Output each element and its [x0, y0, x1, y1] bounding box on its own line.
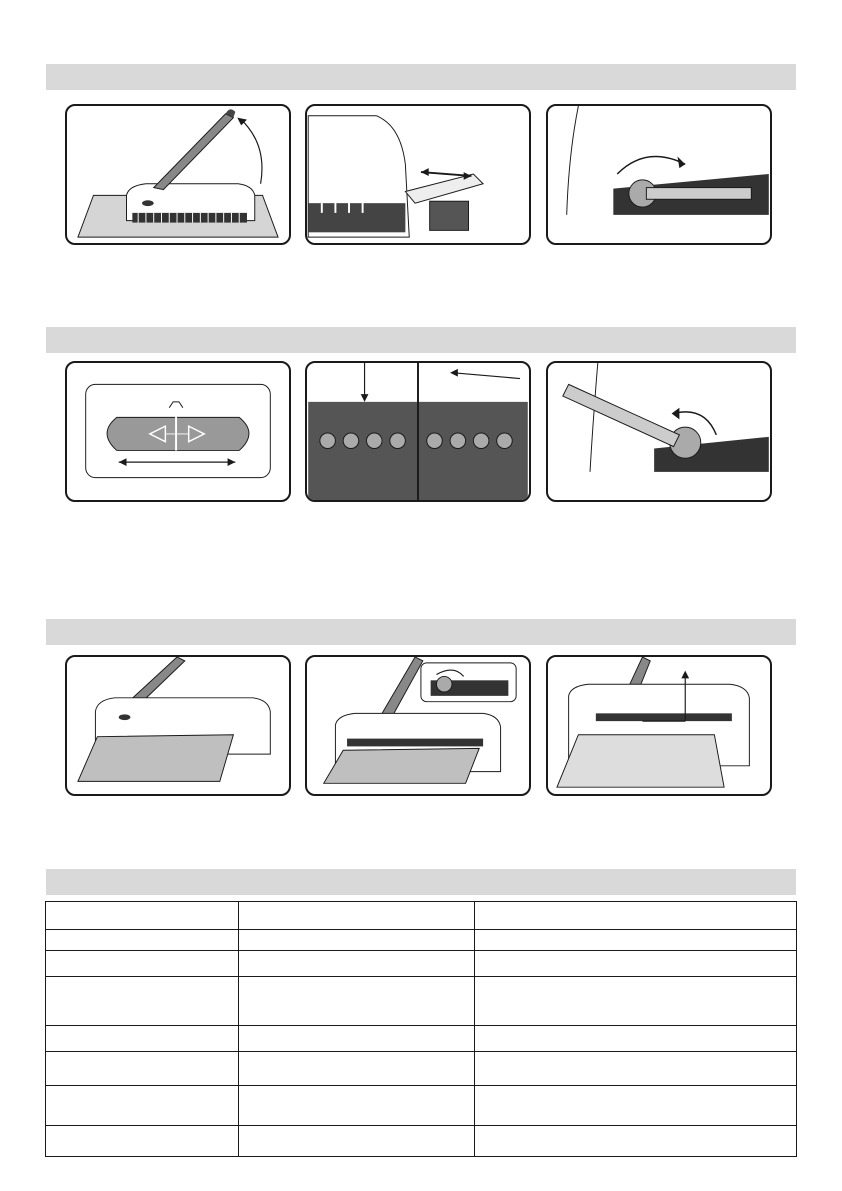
illustration-paper-punch — [305, 655, 531, 796]
paper-punch-drawing — [307, 657, 529, 794]
table-row — [46, 1086, 797, 1126]
table-cell — [46, 1126, 239, 1157]
illustration-adjustment-knob — [65, 361, 291, 502]
table-cell — [46, 930, 239, 951]
sheet-lift-out-drawing — [548, 657, 770, 794]
table-cell — [239, 1086, 475, 1126]
section-header-3 — [46, 619, 796, 645]
table-cell — [475, 902, 797, 930]
illustration-sheet-lifted — [546, 655, 772, 796]
table-cell — [46, 1052, 239, 1086]
table-row — [46, 902, 797, 930]
table-row — [46, 1126, 797, 1157]
table-cell — [239, 1126, 475, 1157]
table-row — [46, 951, 797, 977]
table-cell — [475, 930, 797, 951]
illustration-lift-handle — [65, 104, 291, 245]
table-cell — [46, 1026, 239, 1052]
table-row — [46, 1026, 797, 1052]
table-cell — [46, 1086, 239, 1126]
table-cell — [239, 977, 475, 1026]
table-cell — [239, 902, 475, 930]
width-knob-drawing — [67, 363, 289, 500]
section-header-2 — [46, 327, 796, 353]
table-cell — [239, 951, 475, 977]
binding-machine-handle-up-drawing — [67, 106, 289, 243]
table-cell — [475, 1026, 797, 1052]
table-cell — [475, 1086, 797, 1126]
handle-rotate-clockwise-drawing — [548, 106, 770, 243]
illustration-rotate-handle — [546, 104, 772, 245]
table-cell — [475, 1052, 797, 1086]
section-header-1 — [46, 64, 796, 90]
table-row — [46, 930, 797, 951]
handle-rotate-back-drawing — [548, 363, 770, 500]
table-cell — [475, 951, 797, 977]
side-guide-slide-drawing — [307, 106, 529, 243]
table-cell — [239, 1026, 475, 1052]
illustration-rotate-back — [546, 361, 772, 502]
section-header-4 — [46, 869, 796, 895]
table-cell — [239, 930, 475, 951]
paper-insert-drawing — [67, 657, 289, 794]
illustration-spine-teeth — [305, 361, 531, 502]
specifications-table — [45, 901, 797, 1157]
table-cell — [46, 951, 239, 977]
table-row — [46, 1052, 797, 1086]
comb-teeth-insert-drawing — [307, 363, 529, 500]
table-cell — [239, 1052, 475, 1086]
table-cell — [475, 1126, 797, 1157]
table-row — [46, 977, 797, 1026]
table-cell — [46, 902, 239, 930]
illustration-width-guide — [305, 104, 531, 245]
table-cell — [475, 977, 797, 1026]
table-cell — [46, 977, 239, 1026]
illustration-paper-insert — [65, 655, 291, 796]
